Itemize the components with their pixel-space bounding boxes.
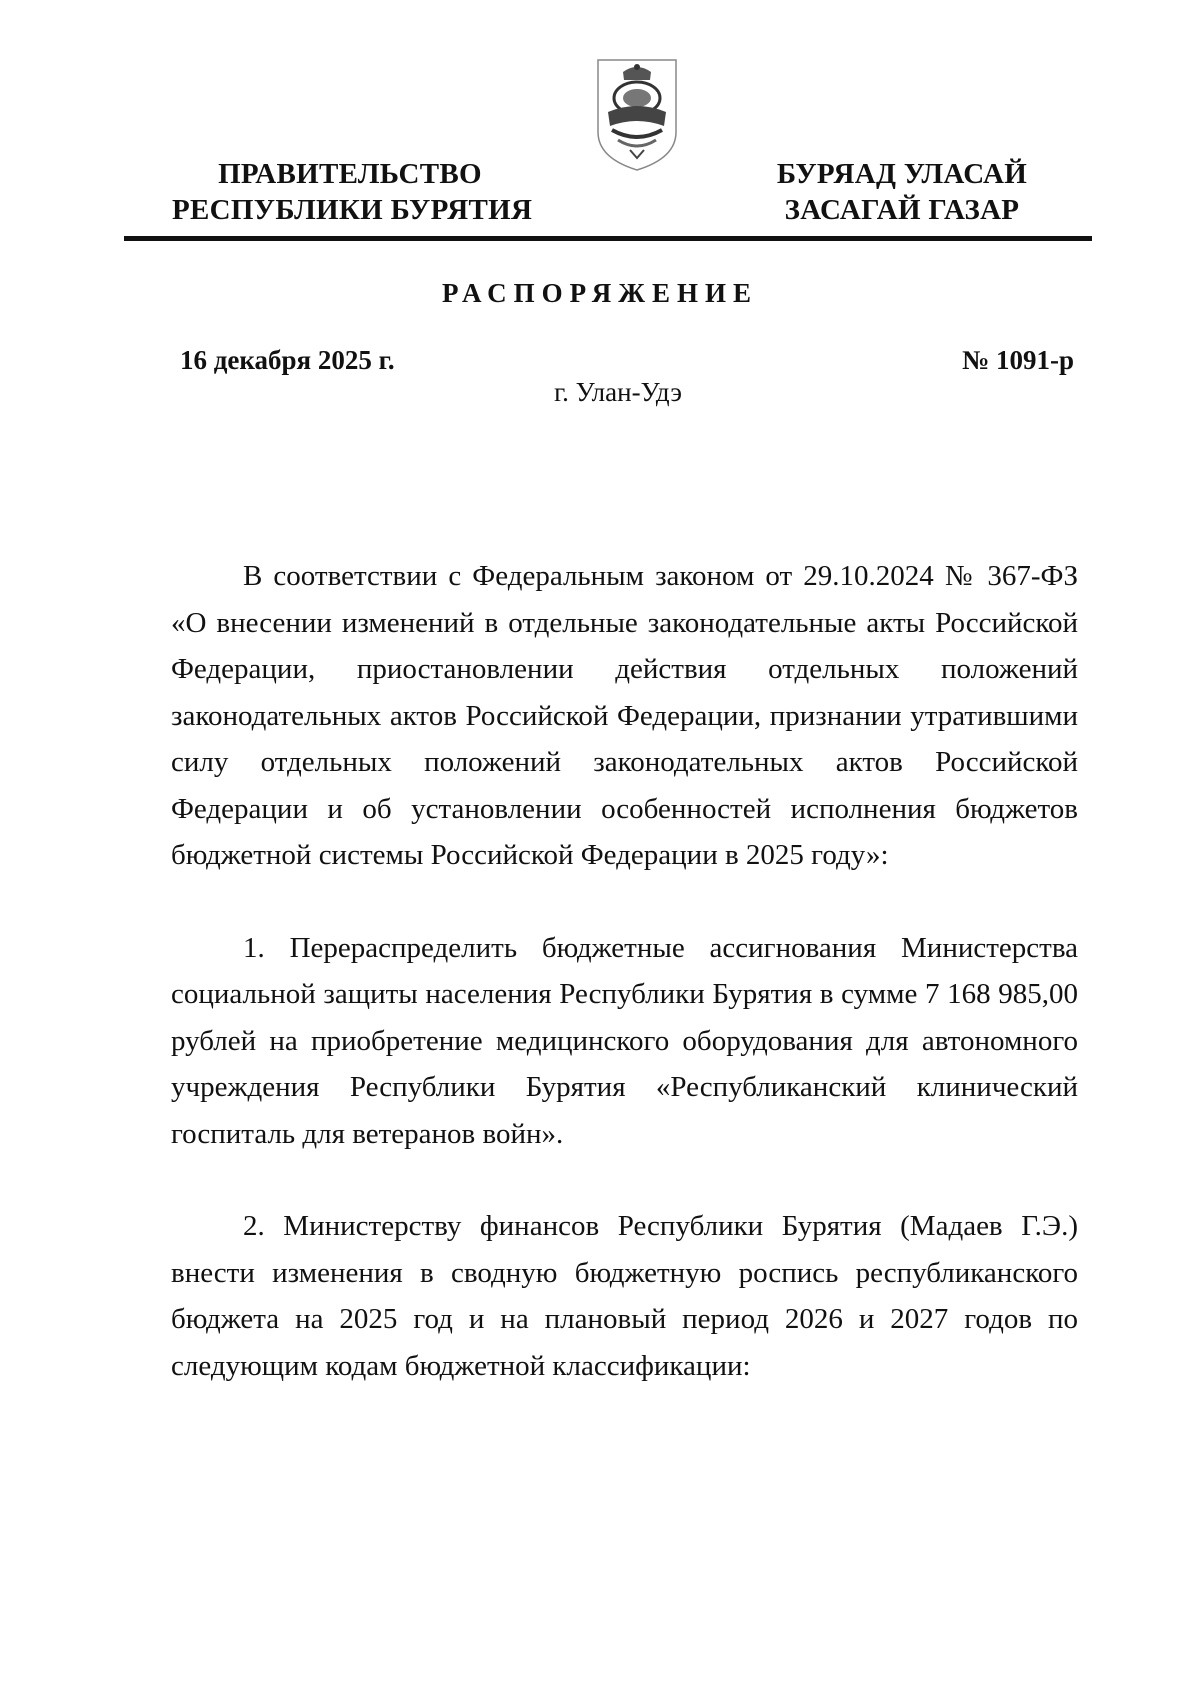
org-name-buryat-line2: ЗАСАГАЙ ГАЗАР — [784, 194, 1020, 226]
org-name-russian-line1: ПРАВИТЕЛЬСТВО — [218, 158, 482, 190]
org-name-russian — [172, 156, 533, 228]
paragraph-item-1: 1. Перераспределить бюджетные ассигнования Министерства социальной защиты населения Республики Бурятия в сумме 7 168 985,00 рублей на приобретение медицинского оборудования для автономного учреждения Республики Бурятия «Республиканский клинический госпиталь для ветеранов войн». — [171, 931, 1078, 1150]
document-city: г. Улан-Удэ — [554, 377, 682, 407]
document-body — [171, 553, 1078, 1389]
document-number: № 1091-р — [962, 345, 1074, 375]
header-divider — [124, 236, 1092, 241]
document-type: РАСПОРЯЖЕНИЕ — [441, 278, 759, 308]
org-name-russian-line2: РЕСПУБЛИКИ БУРЯТИЯ — [172, 194, 533, 226]
paragraph-preamble: В соответствии с Федеральным законом от 29.10.2024 № 367-ФЗ «О внесении изменений в отдельные законодательные акты Российской Федерации, приостановлении действия отдельных положений законодательных актов Российской Федерации, признании утратившими силу отдельных положений законодательных актов Российской Федерации и об установлении особенностей исполнения бюджетов бюджетной системы Российской Федерации в 2025 году»: — [171, 560, 1078, 871]
org-name-buryat-line1: БУРЯАД УЛАСАЙ — [776, 158, 1028, 190]
org-name-buryat — [752, 156, 1052, 228]
coat-of-arms-icon — [590, 54, 684, 174]
paragraph-item-2: 2. Министерству финансов Республики Бурятия (Мадаев Г.Э.) внести изменения в сводную бюджетную роспись республиканского бюджета на 2025 год и на плановый период 2026 и 2027 годов по следующим кодам бюджетной классификации: — [171, 1210, 1078, 1382]
document-date: 16 декабря 2025 г. — [180, 345, 395, 375]
